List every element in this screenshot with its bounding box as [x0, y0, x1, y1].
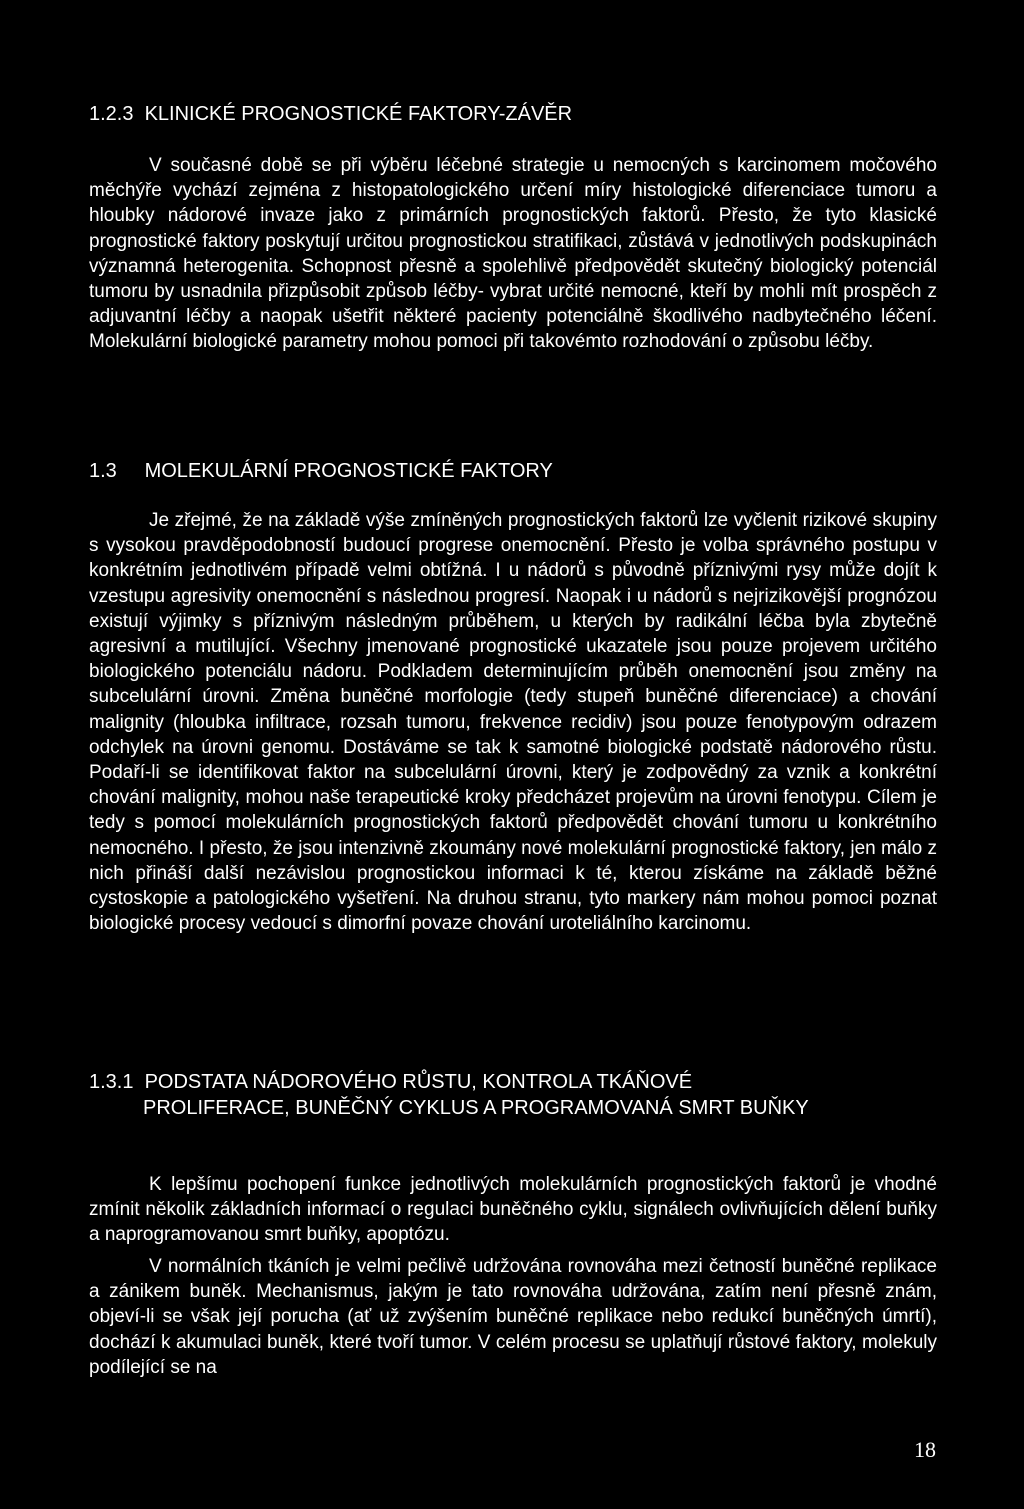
paragraph-normal-tissue-balance: V normálních tkáních je velmi pečlivě udržována rovnováha mezi četností buněčné replikace a zánikem buněk. Mechanismus, jakým je tato rovnováha udržována, zatím není přesně znám, objeví-li se však její porucha (ať už zvýšením buněčné replikace nebo redukcí buněčných úmrtí), dochází k akumulaci buněk, které tvoří tumor. V celém procesu se uplatňují růstové faktory, molekuly podílející se na	[89, 1256, 937, 1378]
section-number: 1.2.3	[89, 103, 134, 125]
section-heading-1-2-3	[89, 101, 572, 127]
section-title: KLINICKÉ PROGNOSTICKÉ FAKTORY-ZÁVĚR	[144, 103, 573, 125]
paragraph-clinical-factors-conclusion: V současné době se při výběru léčebné strategie u nemocných s karcinomem močového měchýře vychází zejména z histopatologického určení míry histologické diferenciace tumoru a hloubky nádorové invaze jako z primárních prognostických faktorů. Přesto, že tyto klasické prognostické faktory poskytují určitou prognostickou stratifikaci, zůstává v jednotlivých podskupinách významná heterogenita. Schopnost přesně a spolehlivě předpovědět skutečný biologický potenciál tumoru by usnadnila přizpůsobit způsob léčby- vybrat určité nemocné, kteří by mohli mít prospěch z adjuvantní léčby a naopak ušetřit některé pacienty potenciálně škodlivého nadbytečného léčení. Molekulární biologické parametry mohou pomoci při takovémto rozhodování o způsobu léčby.	[89, 155, 937, 353]
section-heading-1-3	[89, 458, 553, 484]
section-title-line-1: PODSTATA NÁDOROVÉHO RŮSTU, KONTROLA TKÁŇOVÉ	[144, 1071, 693, 1093]
section-number: 1.3.1	[89, 1071, 134, 1093]
page-number: 18	[914, 1437, 936, 1462]
paragraph-molecular-factors: Je zřejmé, že na základě výše zmíněných prognostických faktorů lze vyčlenit rizikové skupiny s vysokou pravděpodobností budoucí progrese onemocnění. Přesto je volba správného postupu v konkrétním jednotlivém případě velmi obtížná. I u nádorů s původně příznivými rysy může dojít k vzestupu agresivity onemocnění s následnou progresí. Naopak i u nádorů s nejrizikovější prognózou existují výjimky s příznivým následným průběhem, u kterých by radikální léčba byla zbytečně agresivní a mutilující. Všechny jmenované prognostické ukazatele jsou pouze projevem určitého biologického potenciálu nádoru. Podkladem determinujícím průběh onemocnění jsou změny na subcelulární úrovni. Změna buněčné morfologie (tedy stupeň buněčné diferenciace) a chování malignity (hloubka infiltrace, rozsah tumoru, frekvence recidiv) jsou pouze fenotypovým odrazem odchylek na úrovni genomu. Dostáváme se tak k samotné biologické podstatě nádorového růstu. Podaří-li se identifikovat faktor na subcelulární úrovni, který je zodpovědný za vznik a konkrétní chování malignity, mohou naše terapeutické kroky předcházet projevům na úrovni fenotypu. Cílem je tedy s pomocí molekulárních prognostických faktorů předpovědět chování tumoru u konkrétního nemocného. I přesto, že jsou intenzivně zkoumány nové molekulární prognostické faktory, jen málo z nich přináší další nezávislou prognostickou informaci k té, kterou získáme na základě běžné cystoskopie a patologického vyšetření. Na druhou stranu, tyto markery nám mohou pomoci poznat biologické procesy vedoucí s dimorfní povaze chování uroteliálního karcinomu.	[89, 510, 937, 935]
section-heading-1-3-1	[89, 1069, 809, 1121]
section-title-line-2: PROLIFERACE, BUNĚČNÝ CYKLUS A PROGRAMOVANÁ SMRT BUŇKY	[143, 1097, 809, 1119]
section-number: 1.3	[89, 460, 117, 482]
section-title: MOLEKULÁRNÍ PROGNOSTICKÉ FAKTORY	[144, 460, 553, 482]
paragraph-cell-cycle-intro: K lepšímu pochopení funkce jednotlivých molekulárních prognostických faktorů je vhodné zmínit několik základních informací o regulaci buněčného cyklu, signálech ovlivňujících dělení buňky a naprogramovanou smrt buňky, apoptózu.	[89, 1174, 937, 1246]
